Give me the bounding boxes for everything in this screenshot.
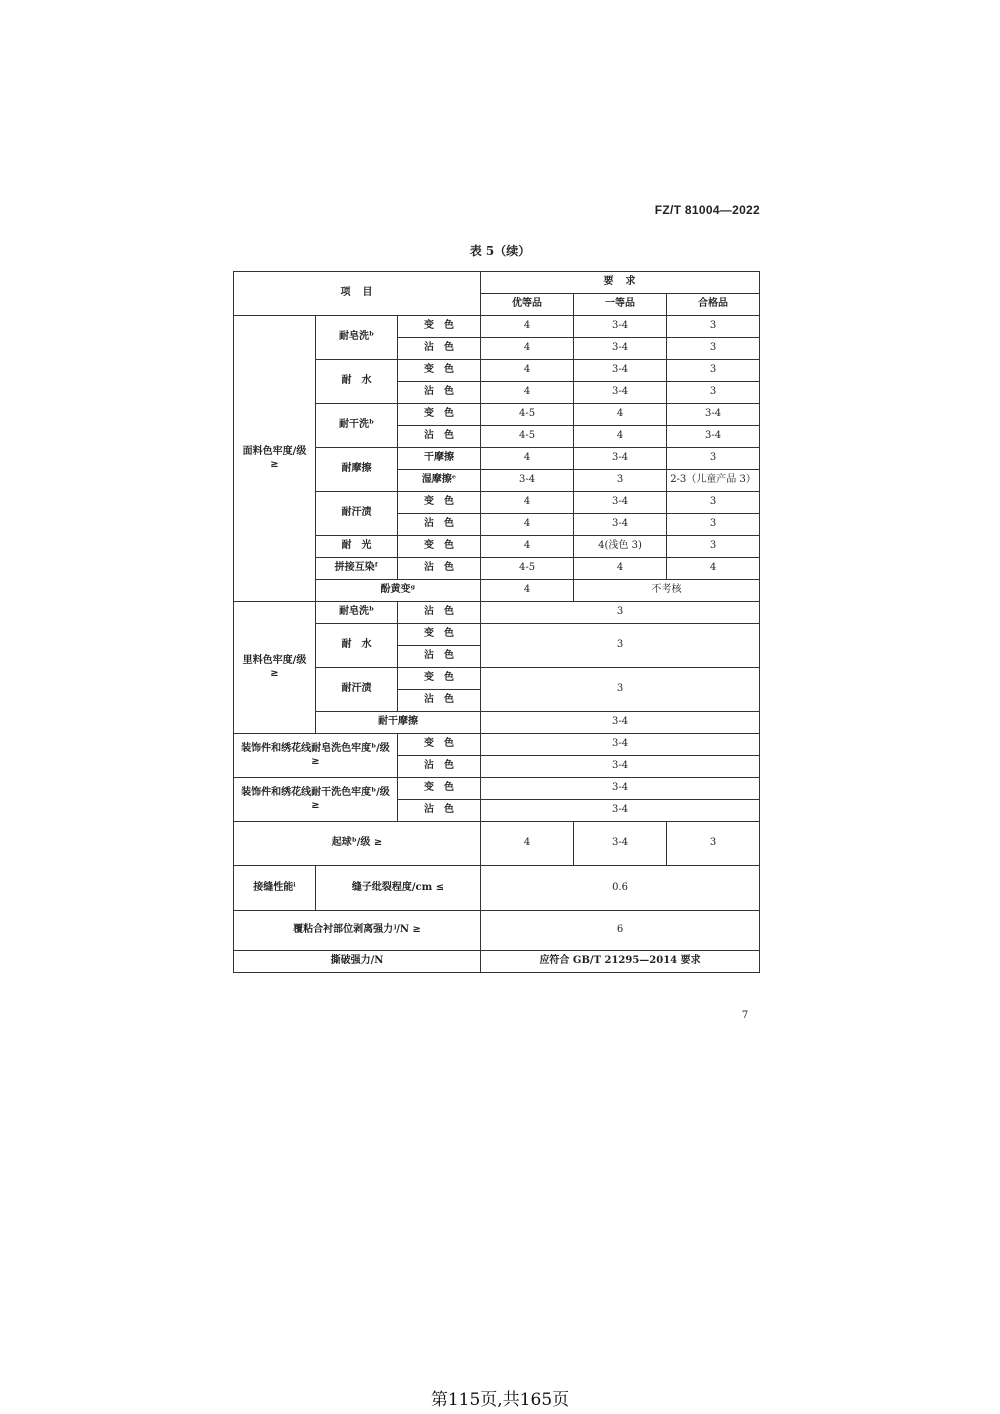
tear-label: 撕破强力/N xyxy=(234,951,481,973)
fabric-label: 面料色牢度/级 ≥ xyxy=(234,316,316,602)
cell-value: 3 xyxy=(667,360,760,382)
trim-dry-label: 装饰件和绣花线耐干洗色牢度ᵇ/级 ≥ xyxy=(234,778,398,822)
row-label: 变 色 xyxy=(398,734,481,756)
cell-value: 4 xyxy=(481,492,574,514)
cell-value: 3-4 xyxy=(481,800,760,822)
cell-value: 3 xyxy=(481,602,760,624)
table-row xyxy=(234,866,760,911)
cell-value: 3 xyxy=(667,514,760,536)
cell-value: 3 xyxy=(481,624,760,668)
row-label: 变 色 xyxy=(398,316,481,338)
cell-value: 3-4 xyxy=(481,734,760,756)
table-header-row xyxy=(234,272,760,294)
table-row xyxy=(234,778,760,800)
row-label: 沾 色 xyxy=(398,800,481,822)
cell-value: 4 xyxy=(481,822,574,866)
cell-value: 3-4 xyxy=(481,470,574,492)
cell-value: 4 xyxy=(481,316,574,338)
cell-value: 3-4 xyxy=(574,360,667,382)
lining-dryrub-label: 耐干摩擦 xyxy=(316,712,481,734)
cell-value: 3 xyxy=(667,338,760,360)
cell-value: 4 xyxy=(481,360,574,382)
fabric-light-label: 耐 光 xyxy=(316,536,398,558)
cell-value: 应符合 GB/T 21295—2014 要求 xyxy=(481,951,760,973)
grade-excellent: 优等品 xyxy=(481,294,574,316)
cell-value: 4(浅色 3) xyxy=(574,536,667,558)
cell-value: 3 xyxy=(667,382,760,404)
trim-soap-label: 装饰件和绣花线耐皂洗色牢度ᵇ/级 ≥ xyxy=(234,734,398,778)
fabric-soap-label: 耐皂洗ᵇ xyxy=(316,316,398,360)
row-label: 变 色 xyxy=(398,536,481,558)
cell-value: 2-3（儿童产品 3） xyxy=(667,470,760,492)
cell-value: 3 xyxy=(667,536,760,558)
header-item: 项 目 xyxy=(234,272,481,316)
table-title: 表 5（续） xyxy=(469,244,531,258)
row-label: 沾 色 xyxy=(398,690,481,712)
pilling-label: 起球ᵇ/级 ≥ xyxy=(234,822,481,866)
table-row xyxy=(234,951,760,973)
cell-value: 不考核 xyxy=(574,580,760,602)
cell-value: 3-4 xyxy=(667,426,760,448)
cell-value: 3 xyxy=(667,448,760,470)
cell-value: 3-4 xyxy=(481,712,760,734)
cell-value: 4 xyxy=(481,514,574,536)
cell-value: 4 xyxy=(481,580,574,602)
document-code: FZ/T 81004—2022 xyxy=(654,203,760,217)
requirements-table xyxy=(233,271,760,973)
fabric-water-label: 耐 水 xyxy=(316,360,398,404)
cell-value: 3-4 xyxy=(574,514,667,536)
row-label: 沾 色 xyxy=(398,338,481,360)
row-label: 变 色 xyxy=(398,492,481,514)
row-label: 变 色 xyxy=(398,778,481,800)
row-label: 变 色 xyxy=(398,360,481,382)
cell-value: 4 xyxy=(667,558,760,580)
cell-value: 4-5 xyxy=(481,426,574,448)
cell-value: 3-4 xyxy=(481,778,760,800)
cell-value: 4-5 xyxy=(481,558,574,580)
cell-value: 4 xyxy=(481,338,574,360)
cell-value: 4 xyxy=(481,382,574,404)
cell-value: 4 xyxy=(481,448,574,470)
cell-value: 3-4 xyxy=(574,822,667,866)
fabric-rub-label: 耐摩擦 xyxy=(316,448,398,492)
lining-sweat-label: 耐汗渍 xyxy=(316,668,398,712)
grade-first: 一等品 xyxy=(574,294,667,316)
cell-value: 6 xyxy=(481,911,760,951)
table-row xyxy=(234,822,760,866)
row-label: 沾 色 xyxy=(398,514,481,536)
cell-value: 3-4 xyxy=(574,492,667,514)
seam-sub-label: 缝子纰裂程度/cm ≤ xyxy=(316,866,481,911)
cell-value: 4-5 xyxy=(481,404,574,426)
fabric-dryclean-label: 耐干洗ᵇ xyxy=(316,404,398,448)
row-label: 变 色 xyxy=(398,668,481,690)
cell-value: 3 xyxy=(667,822,760,866)
row-label: 湿摩擦ᵉ xyxy=(398,470,481,492)
header-requirement: 要 求 xyxy=(481,272,760,294)
row-label: 沾 色 xyxy=(398,426,481,448)
cell-value: 3 xyxy=(481,668,760,712)
cell-value: 3-4 xyxy=(574,338,667,360)
cell-value: 3 xyxy=(667,316,760,338)
table-row xyxy=(234,734,760,756)
row-label: 沾 色 xyxy=(398,756,481,778)
table-row xyxy=(234,602,760,624)
row-label: 沾 色 xyxy=(398,646,481,668)
cell-value: 3 xyxy=(667,492,760,514)
row-label: 沾 色 xyxy=(398,602,481,624)
cell-value: 4 xyxy=(574,404,667,426)
cell-value: 4 xyxy=(481,536,574,558)
lining-water-label: 耐 水 xyxy=(316,624,398,668)
cell-value: 4 xyxy=(574,426,667,448)
cell-value: 3-4 xyxy=(481,756,760,778)
page-footer: 第115页,共165页 xyxy=(430,1390,570,1410)
table-row xyxy=(234,911,760,951)
fabric-phenol-label: 酚黄变ᵍ xyxy=(316,580,481,602)
cell-value: 3-4 xyxy=(574,382,667,404)
cell-value: 3 xyxy=(574,470,667,492)
table-row xyxy=(234,316,760,338)
cell-value: 0.6 xyxy=(481,866,760,911)
fabric-splice-label: 拼接互染ᶠ xyxy=(316,558,398,580)
lining-soap-label: 耐皂洗ᵇ xyxy=(316,602,398,624)
row-label: 变 色 xyxy=(398,624,481,646)
page-number: 7 xyxy=(741,1010,749,1021)
lining-label: 里料色牢度/级 ≥ xyxy=(234,602,316,734)
cell-value: 3-4 xyxy=(574,316,667,338)
cell-value: 4 xyxy=(574,558,667,580)
row-label: 沾 色 xyxy=(398,382,481,404)
bond-label: 覆粘合衬部位剥离强力ʲ/N ≥ xyxy=(234,911,481,951)
fabric-sweat-label: 耐汗渍 xyxy=(316,492,398,536)
row-label: 变 色 xyxy=(398,404,481,426)
row-label: 干摩擦 xyxy=(398,448,481,470)
grade-qualified: 合格品 xyxy=(667,294,760,316)
seam-label: 接缝性能ⁱ xyxy=(234,866,316,911)
cell-value: 3-4 xyxy=(667,404,760,426)
row-label: 沾 色 xyxy=(398,558,481,580)
cell-value: 3-4 xyxy=(574,448,667,470)
